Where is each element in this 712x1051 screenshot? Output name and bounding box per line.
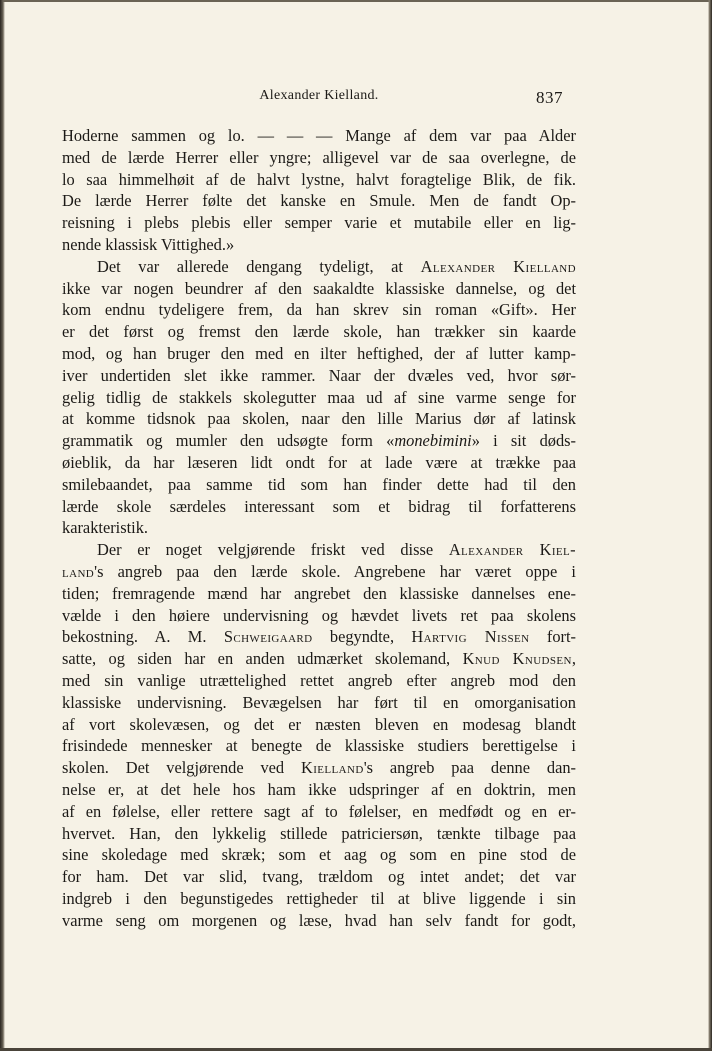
small-caps-name: Alexander Kielland xyxy=(420,256,576,276)
text-line xyxy=(62,757,576,779)
text-line xyxy=(62,212,576,234)
text-line xyxy=(62,430,576,452)
text-line xyxy=(62,583,576,605)
text-line xyxy=(62,670,576,692)
text-segment: De lærde Herrer følte det kanske en Smule. Men de fandt Op- xyxy=(62,191,576,211)
text-line xyxy=(62,779,576,801)
text-line xyxy=(62,256,576,278)
text-segment: smilebaandet, paa samme tid som han finder dette had til den xyxy=(62,474,576,494)
text-line xyxy=(62,321,576,343)
small-caps-name: Schweigaard xyxy=(223,627,313,647)
text-line xyxy=(62,605,576,627)
text-line xyxy=(62,125,576,147)
page-edge-top xyxy=(0,0,712,2)
text-segment: » i sit døds- xyxy=(471,431,576,451)
running-header: Alexander Kielland. xyxy=(259,88,379,103)
text-line xyxy=(62,147,576,169)
small-caps-name: Kielland xyxy=(300,758,364,778)
text-segment: mod, og han bruger den med en ilter heftighed, der af lutter kamp- xyxy=(62,343,576,363)
small-caps-name: land xyxy=(62,561,95,581)
text-line xyxy=(62,169,576,191)
text-segment: at komme tidsnok paa skolen, naar den lille Marius dør af latinsk xyxy=(62,409,576,429)
text-line xyxy=(62,539,576,561)
text-line xyxy=(62,823,576,845)
text-segment: med de lærde Herrer eller yngre; alligevel var de saa overlegne, de xyxy=(62,147,576,167)
text-line xyxy=(62,387,576,409)
text-segment: frisindede mennesker at benegte de klassiske studiers berettigelse i xyxy=(62,736,576,756)
text-segment: varme seng om morgenen og læse, hvad han selv fandt for godt, xyxy=(62,910,576,930)
text-line xyxy=(62,474,576,496)
text-line xyxy=(62,190,576,212)
text-segment: 's angreb paa den lærde skole. Angrebene har været oppe i xyxy=(94,561,576,581)
text-segment: for ham. Det var slid, tvang, trældom og intet andet; det var xyxy=(62,867,576,887)
text-line xyxy=(62,714,576,736)
page-edge-right xyxy=(708,0,712,1051)
text-line xyxy=(62,648,576,670)
text-line xyxy=(62,910,576,932)
text-segment: lo saa himmelhøit af de halvt lystne, halvt foragtelige Blik, de fik. xyxy=(62,169,576,189)
text-segment: reisning i plebs plebis eller semper varie et mutabile eller en lig- xyxy=(62,213,576,233)
text-line xyxy=(62,844,576,866)
text-segment: fort- xyxy=(529,627,577,647)
text-line xyxy=(62,496,576,518)
page-edge-left xyxy=(0,0,5,1051)
text-segment: hvervet. Han, den lykkelig stillede patriciersøn, tænkte tilbage paa xyxy=(62,823,576,843)
text-line xyxy=(62,365,576,387)
text-line xyxy=(62,801,576,823)
text-line xyxy=(62,561,576,583)
text-segment: af en følelse, eller rettere sagt af to følelser, en medfødt og en er- xyxy=(62,801,576,821)
text-segment: begyndte, xyxy=(312,627,412,647)
text-segment: karakteristik. xyxy=(62,518,149,538)
text-segment: indgreb i den begunstigedes rettigheder til at blive liggende i sin xyxy=(62,888,576,908)
text-line xyxy=(62,735,576,757)
text-line xyxy=(62,692,576,714)
text-line xyxy=(62,408,576,430)
text-segment: klassiske undervisning. Bevægelsen har ført til en omorganisation xyxy=(62,692,576,712)
small-caps-name: Alexander Kiel- xyxy=(448,540,576,560)
text-segment: Det var allerede dengang tydeligt, at xyxy=(97,256,421,276)
small-caps-name: Knud Knudsen xyxy=(462,649,572,669)
text-line xyxy=(62,234,576,256)
text-line xyxy=(62,866,576,888)
text-segment: kom endnu tydeligere frem, da han skrev sin roman «Gift». Her xyxy=(62,300,576,320)
text-segment: Hoderne sammen og lo. — — — Mange af dem var paa Alder xyxy=(62,126,576,145)
text-line xyxy=(62,343,576,365)
text-line xyxy=(62,278,576,300)
text-segment: lærde skole særdeles interessant som et bidrag til forfatterens xyxy=(62,496,576,516)
text-segment: ikke var nogen beundrer af den saakaldte klassiske dannelse, og det xyxy=(62,278,576,298)
page-number: 837 xyxy=(536,88,563,107)
text-segment: skolen. Det velgjørende ved xyxy=(62,758,301,778)
text-segment: er det først og fremst den lærde skole, han trækker sin kaarde xyxy=(62,322,576,342)
italic-term: monebimini xyxy=(394,431,472,451)
text-segment: tiden; fremragende mænd har angrebet den klassiske dannelses ene- xyxy=(62,583,576,603)
text-segment: satte, og siden har en anden udmærket skolemand, xyxy=(62,649,463,669)
text-segment: af vort skolevæsen, og det er næsten bleven en modesag blandt xyxy=(62,714,576,734)
text-segment: med sin vanlige utrættelighed rettet angreb efter angreb mod den xyxy=(62,670,576,690)
small-caps-name: Hartvig Nissen xyxy=(411,627,530,647)
body-text xyxy=(62,125,576,931)
text-segment: vælde i den høiere undervisning og hævdet livets ret paa skolens xyxy=(62,605,576,625)
text-segment: nelse er, at det hele hos ham ikke udspringer af en doktrin, men xyxy=(62,779,576,799)
text-line xyxy=(62,626,576,648)
text-line xyxy=(62,452,576,474)
text-segment: grammatik og mumler den udsøgte form « xyxy=(62,431,395,451)
text-line xyxy=(62,517,576,539)
text-segment: Der er noget velgjørende friskt ved disse xyxy=(97,540,449,560)
text-segment: iver undertiden slet ikke rammer. Naar der dvæles ved, hvor sør- xyxy=(62,365,576,385)
text-segment: gelig tidlig de stakkels skolegutter maa ud af sine varme senge for xyxy=(62,387,576,407)
text-segment: 's angreb paa denne dan- xyxy=(363,758,577,778)
text-segment: bekostning. A. M. xyxy=(62,627,224,647)
text-line xyxy=(62,299,576,321)
text-segment: sine skoledage med skræk; som et aag og som en pine stod de xyxy=(62,845,576,865)
text-segment: nende klassisk Vittighed.» xyxy=(62,234,235,254)
text-segment: øieblik, da har læseren lidt ondt for at lade være at trække paa xyxy=(62,452,576,472)
text-line xyxy=(62,888,576,910)
text-segment: , xyxy=(571,649,576,669)
